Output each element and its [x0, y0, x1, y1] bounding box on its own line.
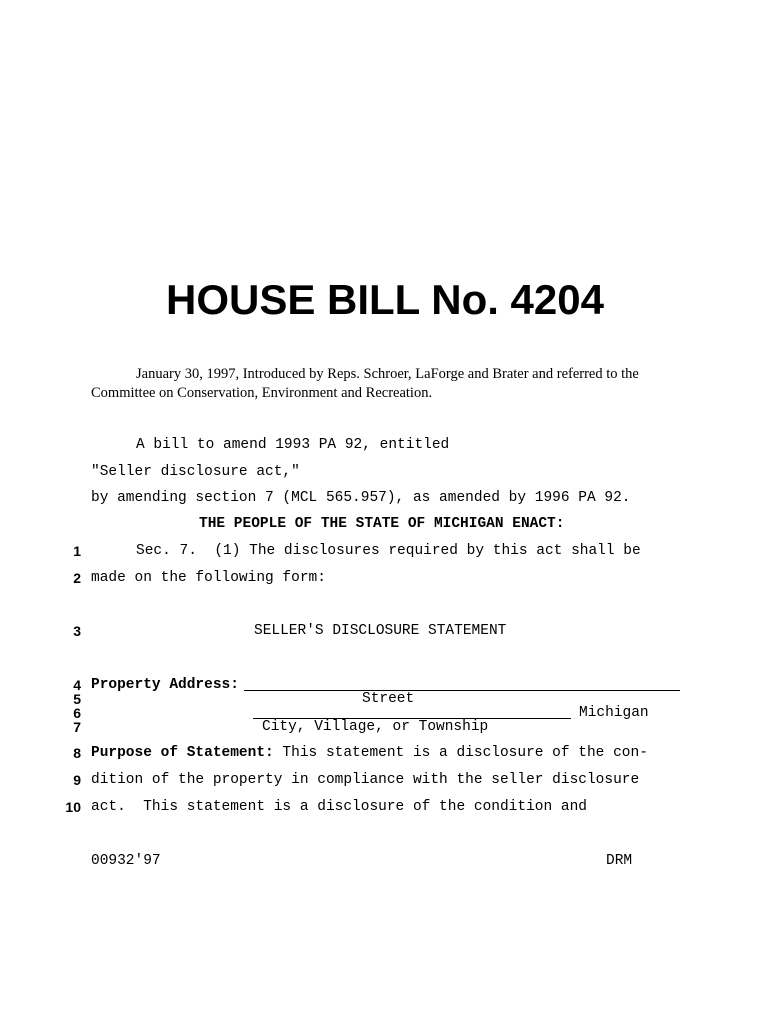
line-number: 1 [73, 543, 81, 559]
body-line-2: made on the following form: [91, 570, 326, 586]
line-number: 10 [65, 799, 81, 815]
line-number: 3 [73, 623, 81, 639]
intro-line-1: January 30, 1997, Introduced by Reps. Schroer, LaForge and Brater and referred to the [136, 366, 639, 382]
line-number: 9 [73, 772, 81, 788]
purpose-text: This statement is a disclosure of the con- [273, 745, 648, 761]
property-address-blank [244, 690, 680, 691]
line-number: 4 [73, 677, 81, 693]
city-label: City, Village, or Township [262, 719, 489, 735]
enacting-clause: THE PEOPLE OF THE STATE OF MICHIGAN ENACT: [199, 516, 565, 532]
body-line-8 [91, 745, 648, 761]
footer-code: 00932'97 [91, 853, 161, 869]
line-number: 8 [73, 745, 81, 761]
bill-title: HOUSE BILL No. 4204 [165, 276, 604, 323]
line-number: 7 [73, 719, 81, 735]
body-line-9: dition of the property in compliance with the seller disclosure [91, 772, 640, 788]
line-number: 2 [73, 570, 81, 586]
property-address-label: Property Address: [91, 677, 239, 693]
preamble-line-3: by amending section 7 (MCL 565.957), as amended by 1996 PA 92. [91, 490, 631, 506]
body-line-10: act. This statement is a disclosure of the condition and [91, 799, 587, 815]
preamble-line-2: "Seller disclosure act," [91, 464, 300, 480]
line-number: 5 [73, 691, 81, 707]
purpose-label: Purpose of Statement: [91, 745, 274, 761]
state-label: Michigan [579, 705, 649, 721]
street-label: Street [362, 691, 415, 707]
preamble-line-1: A bill to amend 1993 PA 92, entitled [136, 437, 450, 453]
intro-line-2: Committee on Conservation, Environment and Recreation. [91, 385, 433, 401]
line-number: 6 [73, 705, 81, 721]
form-heading: SELLER'S DISCLOSURE STATEMENT [254, 623, 507, 639]
footer-initials: DRM [606, 853, 633, 869]
body-line-1: Sec. 7. (1) The disclosures required by this act shall be [136, 543, 641, 559]
